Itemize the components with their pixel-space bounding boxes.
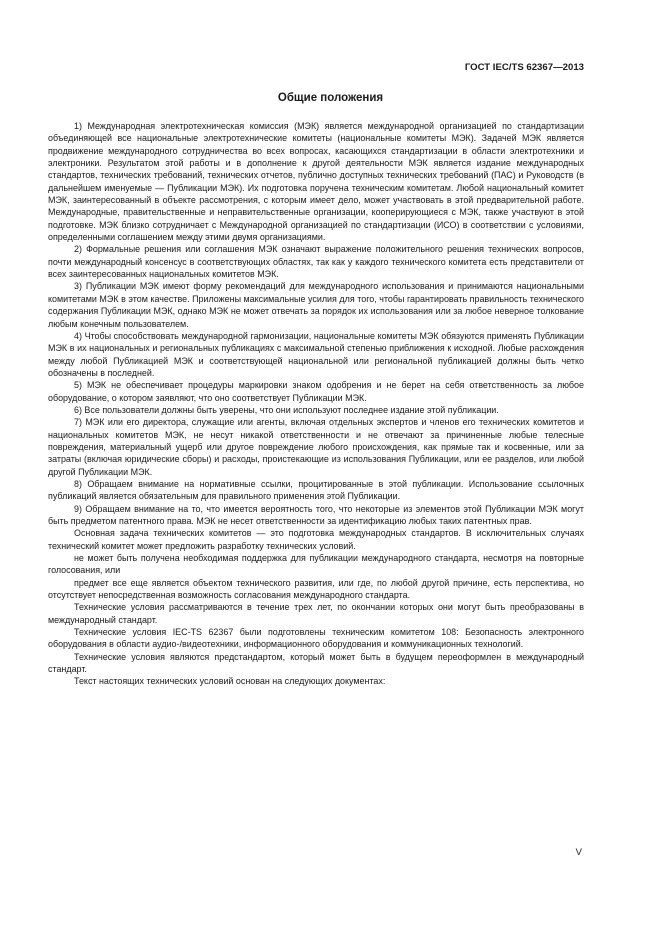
paragraph-6: 6) Все пользователи должны быть уверены, что они используют последнее издание этой публикации. <box>74 404 499 415</box>
document-header: ГОСТ IEC/TS 62367—2013 <box>464 62 584 73</box>
paragraph-9: 9) Обращаем внимание на то, что имеется вероятность того, что некоторые из элементов этой Публикации МЭК могут быть предметом патентного права. МЭК не несет ответственности за идентификацию любых таких патентных прав. <box>48 503 584 526</box>
document-body <box>48 120 584 688</box>
paragraph-7: 7) МЭК или его директора, служащие или агенты, включая отдельных экспертов и членов его технических комитетов и национальных комитетов МЭК, не несут никакой ответственности и не отвечают за причиненные любые телесные повреждения, материальный ущерб или другое повреждение любого происхождения, как прямые так и косвенные, или за затраты (включая юридические сборы) и расходы, проистекающие из использования Публикации, или ее разделов, или любой другой Публикации МЭК. <box>48 417 584 477</box>
paragraph-2: 2) Формальные решения или соглашения МЭК означают выражение положительного решения технических вопросов, почти международный консенсус в соответствующих областях, так как у каждого технического комитета есть представители от всех заинтересованных национальных комитетов МЭК. <box>48 244 584 280</box>
paragraph-prestandard: Технические условия являются предстандартом, который может быть в будущем переоформлен в международный стандарт. <box>48 651 584 675</box>
paragraph-condition-2: предмет все еще является объектом технического развития, или где, по любой другой причине, есть перспектива, но отсутствует непосредственная возможность согласования международного стандарта. <box>48 577 584 601</box>
page-number: V <box>575 847 582 858</box>
paragraph-4: 4) Чтобы способствовать международной гармонизации, национальные комитеты МЭК обязуются применять Публикации МЭК в их национальных и региональных публикациях с максимальной степенью приближения к исходной. Любые расхождения между любой Публикацией МЭК и соответствующей национальной или региональной публикацией должны быть четко обозначены в последней. <box>48 330 584 378</box>
paragraph-3: 3) Публикации МЭК имеют форму рекомендаций для международного использования и принимаются национальными комитетами МЭК в этом качестве. Приложены максимальные усилия для того, чтобы гарантировать правильность технического содержания Публикации МЭК, однако МЭК не может отвечать за порядок их использования или за любое неверное толкование любым конечным пользователем. <box>48 281 584 329</box>
paragraph-8: 8) Обращаем внимание на нормативные ссылки, процитированные в этой публикации. Использование ссылочных публикаций является обязательным для правильного применения этой Публикации. <box>48 478 584 502</box>
paragraph-1: 1) Международная электротехническая комиссия (МЭК) является международной организацией по стандартизации объединяющей все национальные электротехнические комитеты (национальные комитеты МЭК). Задачей МЭК является продвижение международного сотрудничества во всех вопросах, касающихся стандартизации в области электротехники и электроники. Результатом этой работы и в дополнение к другой деятельности МЭК является издание международных стандартов, технических требований, технических отчетов, публично доступных технических требований (ПАС) и Руководств (в дальнейшем именуемые — Публикации МЭК). Их подготовка поручена техническим комитетам. Любой национальный комитет МЭК, заинтересованный в объекте рассмотрения, с которым имеет дело, может участвовать в этой предварительной работе. Международные, правительственные и неправительственные организации, кооперирующиеся с МЭК, также участвуют в этой подготовке. МЭК близко сотрудничает с Международной организацией по стандартизации (ИСО) в соответствии с условиями, определенными соглашением между этими двумя организациями. <box>48 121 584 243</box>
paragraph-tc-task: Основная задача технических комитетов — это подготовка международных стандартов. В исключительных случаях технический комитет может предложить разработку технических условий. <box>48 528 584 551</box>
paragraph-prepared-by: Технические условия IEC-TS 62367 были подготовлены техническим комитетом 108: Безопасность электронного оборудования в области аудио-/видеотехники, информационного оборудования и коммуникационных технологий. <box>48 627 584 650</box>
section-title: Общие положения <box>277 92 384 104</box>
paragraph-condition-1: не может быть получена необходимая поддержка для публикации международного стандарта, несмотря на повторные голосования, или <box>48 553 584 576</box>
paragraph-5: 5) МЭК не обеспечивает процедуры маркировки знаком одобрения и не берет на себя ответственность за любое оборудование, о котором заявляют, что оно соответствует Публикации МЭК. <box>48 380 584 403</box>
paragraph-review: Технические условия рассматриваются в течение трех лет, по окончании которых они могут быть преобразованы в международный стандарт. <box>48 602 584 625</box>
paragraph-based-on: Текст настоящих технических условий основан на следующих документах: <box>74 676 386 687</box>
